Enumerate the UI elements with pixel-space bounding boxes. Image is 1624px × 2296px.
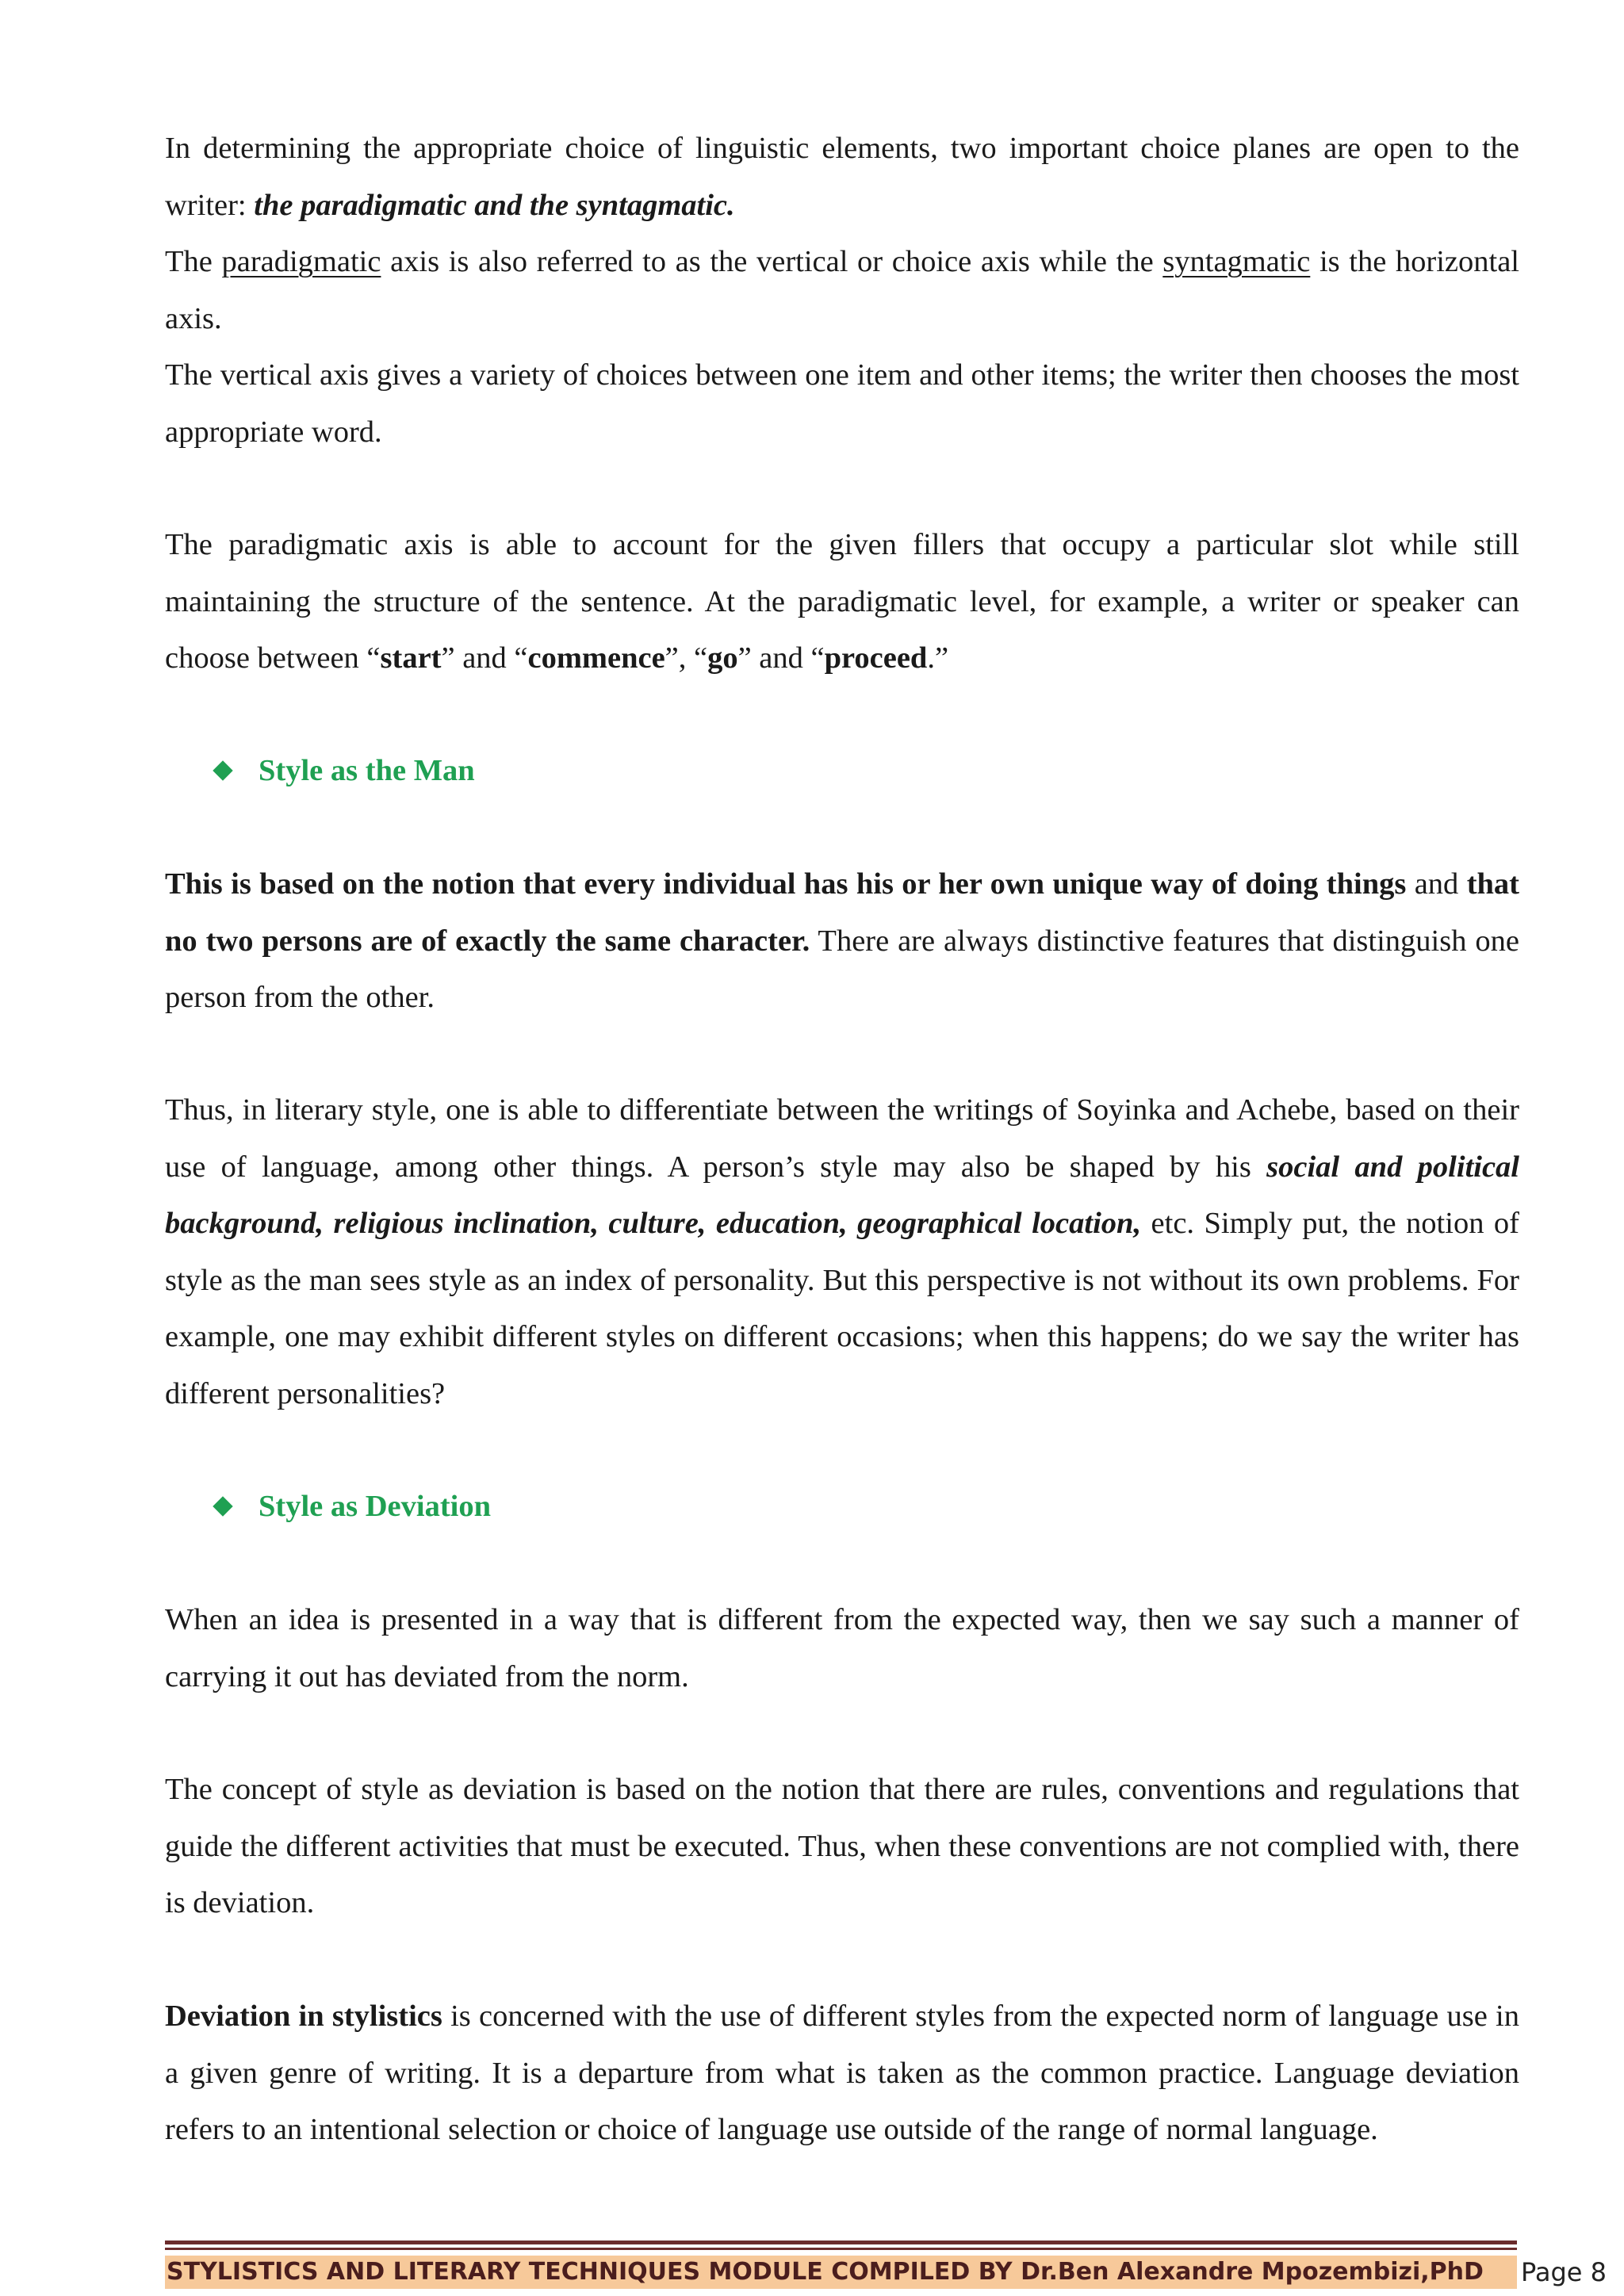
paragraph-choice-planes [165, 121, 1519, 234]
deviation-block-2 [165, 1762, 1519, 1932]
footer-rule-thick [165, 2241, 1517, 2244]
paragraph-axes [165, 234, 1519, 347]
paradigmatic-block [165, 517, 1519, 687]
paragraph-deviation-idea: When an idea is presented in a way that is different from the expected way, then we say such a manner of carrying it out has deviated from the norm. [165, 1603, 1519, 1693]
paragraph-deviation-concept: The concept of style as deviation is based on the notion that there are rules, conventions and regulations that guide the different activities that must be executed. Thus, when these conventions are not complied with, there is deviation. [165, 1773, 1519, 1919]
text-run: ” and “ [441, 641, 528, 675]
footer-title: STYLISTICS AND LITERARY TECHNIQUES MODULE COMPILED BY Dr.Ben Alexandre Mpozembizi,PhD [167, 2258, 1484, 2286]
underlined-term: paradigmatic [221, 245, 381, 278]
text-run: There are always distinctive features that distinguish one person from the other. [165, 924, 1519, 1014]
style-as-man-block-2 [165, 1082, 1519, 1422]
emphasis-text: the paradigmatic and the syntagmatic. [254, 188, 735, 222]
intro-block [165, 121, 1519, 461]
footer-rule-thin [165, 2248, 1517, 2250]
paragraph-deviation-stylistics [165, 1988, 1519, 2159]
heading-label: Style as the Man [259, 754, 475, 787]
text-run: The paradigmatic axis is able to account for the given fillers that occupy a particular slot while still maintaining the structure of the sentence. At the paradigmatic level, for example, a writer or speaker can choose between “ [165, 528, 1519, 675]
heading-label: Style as Deviation [259, 1490, 492, 1523]
text-run: ” and “ [737, 641, 825, 675]
diamond-bullet-icon [213, 760, 232, 780]
bold-word: go [707, 641, 738, 675]
bold-text: This is based on the notion that every individual has his or her own unique way of doing things [165, 867, 1407, 901]
section-heading-style-as-man [213, 742, 475, 799]
bold-term: Deviation in stylistics [165, 1999, 442, 2033]
deviation-block-3 [165, 1988, 1519, 2159]
bold-word: proceed [824, 641, 928, 675]
paragraph-vertical-axis: The vertical axis gives a variety of choices between one item and other items; the writer then chooses the most appropriate word. [165, 358, 1519, 449]
paragraph-paradigmatic [165, 517, 1519, 687]
bold-word: start [380, 641, 442, 675]
text-run: and [1406, 867, 1467, 901]
bold-word: commence [527, 641, 665, 675]
deviation-block-1 [165, 1592, 1519, 1705]
style-as-man-block-1 [165, 856, 1519, 1027]
bold-text: that no two persons are of exactly the same character. [165, 867, 1519, 958]
paragraph-individual-style [165, 856, 1519, 1027]
section-heading-style-as-deviation [213, 1478, 491, 1535]
text-run: ”, “ [665, 641, 708, 675]
text-run: Thus, in literary style, one is able to differentiate between the writings of Soyinka and Achebe, based on their use of language, among other things. A person’s style may also be shaped by his [165, 1093, 1519, 1184]
page-number: Page 8 [1521, 2257, 1607, 2287]
text-run: .” [927, 641, 949, 675]
text-run: The [165, 245, 222, 278]
text-run: In determining the appropriate choice of linguistic elements, two important choice planes are open to the writer: [165, 132, 1519, 222]
text-run: is concerned with the use of different styles from the expected norm of language use in a given genre of writing. It is a departure from what is taken as the common practice. Language deviation refers to an intentional selection or choice of language use outside of the range of normal language. [165, 1999, 1519, 2146]
text-run: is the horizontal axis. [165, 245, 1519, 335]
paragraph-literary-style [165, 1082, 1519, 1422]
underlined-term: syntagmatic [1162, 245, 1311, 278]
text-run: etc. Simply put, the notion of style as the man sees style as an index of personality. But this perspective is not without its own problems. For example, one may exhibit different styles on different occasions; when this happens; do we say the writer has different personalities? [165, 1207, 1519, 1410]
text-run: axis is also referred to as the vertical or choice axis while the [381, 245, 1163, 278]
emphasis-text: social and political background, religious inclination, culture, education, geographical location, [165, 1150, 1519, 1240]
diamond-bullet-icon [213, 1496, 232, 1516]
